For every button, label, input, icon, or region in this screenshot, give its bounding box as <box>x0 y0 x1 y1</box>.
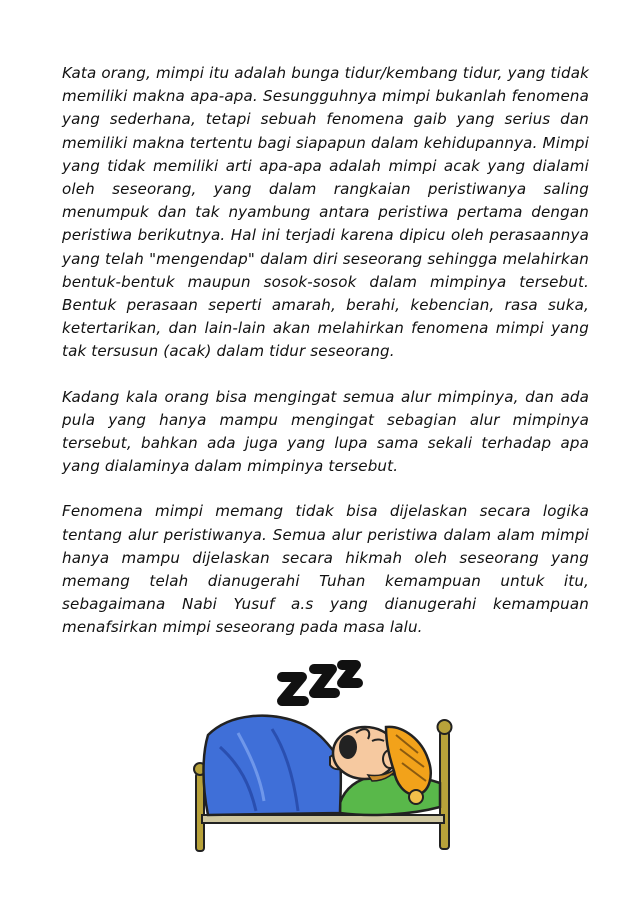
blanket <box>204 716 341 815</box>
document-body <box>62 62 589 640</box>
paragraph-1: Kata orang, mimpi itu adalah bunga tidur/kembang tidur, yang tidak memiliki makna apa-apa. Sesungguhnya mimpi bukanlah fenomena yang sederhana, tetapi sebuah fenomena gaib yang serius dan memiliki makna tertentu bagi siapapun dalam kehidupannya. Mimpi yang tidak memiliki arti apa-apa adalah mimpi acak yang dialami oleh seseorang, yang dalam rangkaian peristiwanya saling menumpuk dan tak nyambung antara peristiwa pertama dengan peristiwa berikutnya. Hal ini terjadi karena dipicu oleh perasaannya yang telah "mengendap" dalam diri seseorang sehingga melahirkan bentuk-bentuk maupun sosok-sosok dalam mimpinya tersebut. Bentuk perasaan seperti amarah, berahi, kebencian, rasa suka, ketertarikan, dan lain-lain akan melahirkan fenomena mimpi yang tak tersusun (acak) dalam tidur seseorang. <box>62 64 589 361</box>
paragraph-3: Fenomena mimpi memang tidak bisa dijelaskan secara logika tentang alur peristiwanya. Semua alur peristiwa dalam alam mimpi hanya mampu dijelaskan secara hikmah oleh seseorang yang memang telah dianugerahi Tuhan kemampuan untuk itu, sebagaimana Nabi Yusuf a.s yang dianugerahi kemampuan menafsirkan mimpi seseorang pada masa lalu. <box>62 502 589 637</box>
sleeping-person-illustration <box>190 655 470 855</box>
paragraph-2: Kadang kala orang bisa mengingat semua alur mimpinya, dan ada pula yang hanya mampu mengingat sebagian alur mimpinya tersebut, bahkan ada juga yang lupa sama sekali terhadap apa yang dialaminya dalam mimpinya tersebut. <box>62 387 589 476</box>
snore-zzz <box>282 665 358 701</box>
